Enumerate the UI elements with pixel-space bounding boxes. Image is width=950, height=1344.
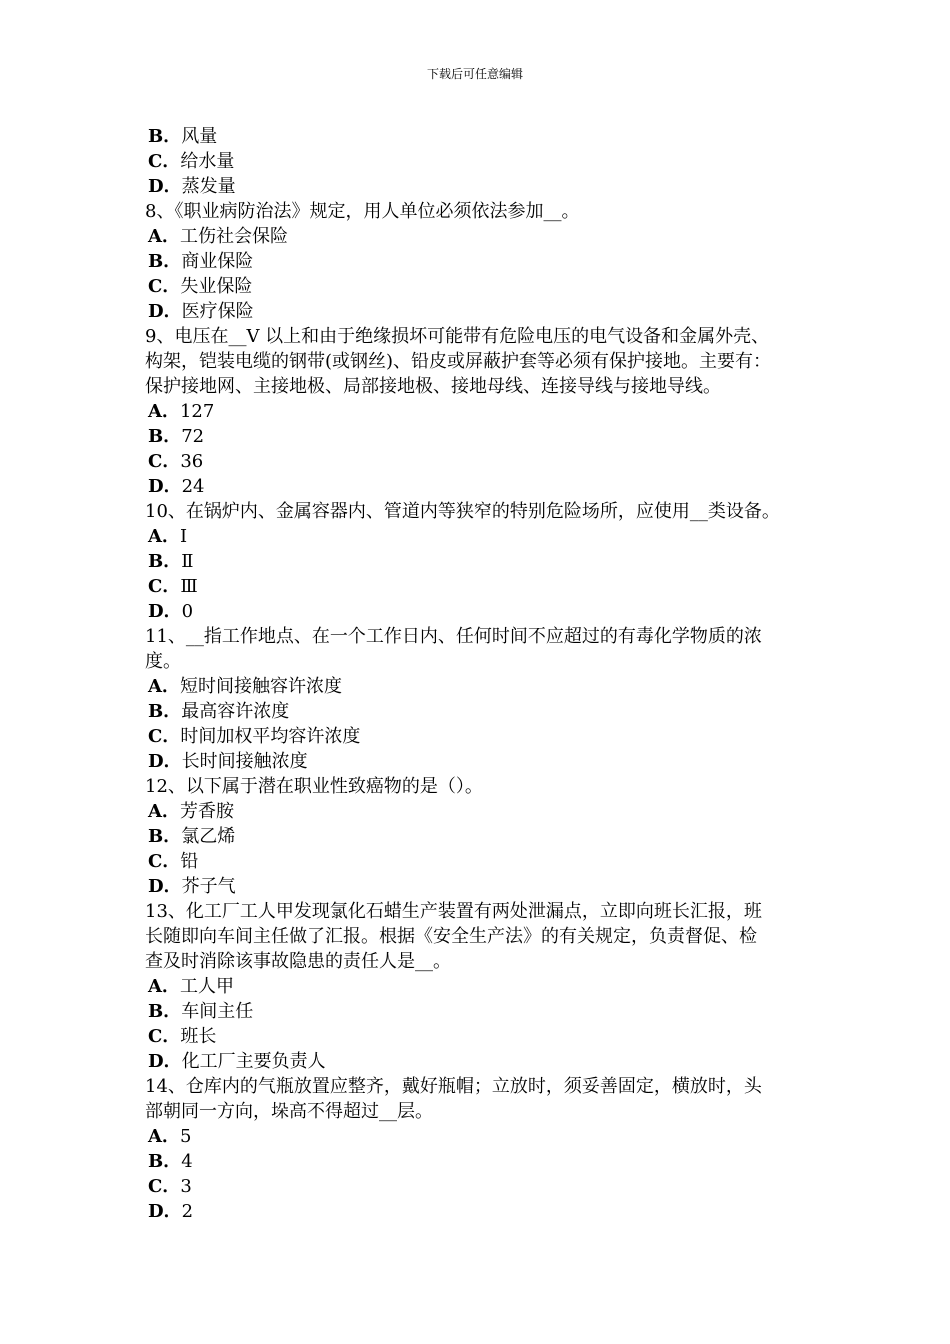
answer-option <box>145 224 825 249</box>
option-label: B． <box>148 551 182 572</box>
option-label: C． <box>148 576 181 597</box>
option-label: A． <box>148 401 180 422</box>
option-text: 商业保险 <box>181 251 254 272</box>
answer-option <box>145 1124 825 1149</box>
option-text: 2 <box>181 1201 194 1222</box>
option-text: 3 <box>180 1176 192 1197</box>
option-label: B． <box>148 826 182 847</box>
option-text: 72 <box>181 426 205 447</box>
question-line: 10、在锅炉内、金属容器内、管道内等狭窄的特别危险场所，应使用__类设备。 <box>145 501 780 522</box>
answer-option <box>145 174 825 199</box>
question-line: 8、《职业病防治法》规定，用人单位必须依法参加__。 <box>145 201 580 222</box>
option-label: C． <box>148 151 181 172</box>
answer-option <box>145 1199 825 1224</box>
question-stem <box>145 899 825 974</box>
option-text: 工人甲 <box>179 976 234 997</box>
question-stem <box>145 199 825 224</box>
answer-option <box>145 674 825 699</box>
answer-option <box>145 1049 825 1074</box>
answer-option <box>145 1024 825 1049</box>
option-label: D． <box>148 176 182 197</box>
option-label: B． <box>148 1151 182 1172</box>
question-line: 保护接地网、主接地极、局部接地极、接地母线、连接导线与接地导线。 <box>145 376 721 397</box>
option-label: A． <box>148 676 180 697</box>
answer-option <box>145 274 825 299</box>
option-text: 0 <box>181 601 194 622</box>
option-label: A． <box>148 976 180 997</box>
option-text: 36 <box>180 451 204 472</box>
question-line: 部朝同一方向，垛高不得超过__层。 <box>145 1101 433 1122</box>
option-text: 4 <box>181 1151 193 1172</box>
option-label: C． <box>148 726 181 747</box>
answer-option <box>145 474 825 499</box>
option-label: A． <box>148 1126 180 1147</box>
option-text: Ⅰ <box>179 526 188 547</box>
option-label: C． <box>148 1176 181 1197</box>
option-text: 长时间接触浓度 <box>181 751 308 772</box>
option-label: B． <box>148 701 182 722</box>
answer-option <box>145 999 825 1024</box>
option-label: C． <box>148 851 181 872</box>
answer-option <box>145 799 825 824</box>
question-line: 13、化工厂工人甲发现氯化石蜡生产装置有两处泄漏点，立即向班长汇报，班 <box>145 901 762 922</box>
option-label: D． <box>148 301 182 322</box>
question-line: 12、以下属于潜在职业性致癌物的是（）。 <box>145 776 483 797</box>
answer-option <box>145 424 825 449</box>
option-text: 给水量 <box>180 151 235 172</box>
option-text: 5 <box>179 1126 192 1147</box>
option-text: Ⅲ <box>180 576 198 597</box>
question-stem <box>145 774 825 799</box>
option-label: A． <box>148 801 180 822</box>
option-text: 氯乙烯 <box>181 826 236 847</box>
option-label: C． <box>148 276 181 297</box>
option-text: 24 <box>181 476 205 497</box>
option-label: B． <box>148 426 182 447</box>
answer-option <box>145 249 825 274</box>
option-label: A． <box>148 226 180 247</box>
option-label: C． <box>148 451 181 472</box>
answer-option <box>145 699 825 724</box>
answer-option <box>145 449 825 474</box>
question-stem <box>145 624 825 674</box>
answer-option <box>145 399 825 424</box>
answer-option <box>145 749 825 774</box>
answer-option <box>145 524 825 549</box>
question-line: 11、__指工作地点、在一个工作日内、任何时间不应超过的有毒化学物质的浓 <box>145 626 762 647</box>
option-text: 风量 <box>181 126 218 147</box>
option-text: 班长 <box>180 1026 217 1047</box>
option-label: B． <box>148 126 182 147</box>
answer-option <box>145 599 825 624</box>
answer-option <box>145 874 825 899</box>
answer-option <box>145 574 825 599</box>
option-text: 短时间接触容许浓度 <box>179 676 342 697</box>
option-text: 时间加权平均容许浓度 <box>180 726 361 747</box>
option-text: 工伤社会保险 <box>179 226 288 247</box>
answer-option <box>145 824 825 849</box>
option-text: 化工厂主要负责人 <box>181 1051 326 1072</box>
question-stem <box>145 499 825 524</box>
option-label: D． <box>148 876 182 897</box>
answer-option <box>145 1149 825 1174</box>
question-line: 构架，铠装电缆的钢带(或钢丝)、铅皮或屏蔽护套等必须有保护接地。主要有： <box>145 351 772 372</box>
option-label: D． <box>148 601 182 622</box>
option-text: 芥子气 <box>181 876 236 897</box>
option-text: 最高容许浓度 <box>181 701 290 722</box>
answer-option <box>145 299 825 324</box>
document-body <box>145 124 825 1224</box>
option-label: D． <box>148 751 182 772</box>
option-text: 芳香胺 <box>179 801 234 822</box>
question-stem <box>145 324 825 399</box>
option-label: D． <box>148 476 182 497</box>
answer-option <box>145 1174 825 1199</box>
question-stem <box>145 1074 825 1124</box>
option-label: B． <box>148 1001 182 1022</box>
answer-option <box>145 974 825 999</box>
answer-option <box>145 724 825 749</box>
option-text: 127 <box>179 401 215 422</box>
option-text: 车间主任 <box>181 1001 254 1022</box>
option-text: Ⅱ <box>181 551 194 572</box>
answer-option <box>145 124 825 149</box>
option-text: 铅 <box>180 851 199 872</box>
option-label: B． <box>148 251 182 272</box>
answer-option <box>145 549 825 574</box>
option-label: A． <box>148 526 180 547</box>
option-label: D． <box>148 1201 182 1222</box>
option-text: 失业保险 <box>180 276 253 297</box>
question-line: 14、仓库内的气瓶放置应整齐，戴好瓶帽；立放时，须妥善固定，横放时，头 <box>145 1076 762 1097</box>
option-text: 医疗保险 <box>181 301 254 322</box>
option-text: 蒸发量 <box>181 176 236 197</box>
option-label: C． <box>148 1026 181 1047</box>
page-header: 下载后可任意编辑 <box>426 67 523 81</box>
question-line: 9、电压在__V 以上和由于绝缘损坏可能带有危险电压的电气设备和金属外壳、 <box>145 326 770 347</box>
question-line: 长随即向车间主任做了汇报。根据《安全生产法》的有关规定，负责督促、检 <box>145 926 757 947</box>
answer-option <box>145 149 825 174</box>
answer-option <box>145 849 825 874</box>
option-label: D． <box>148 1051 182 1072</box>
question-line: 度。 <box>145 651 181 672</box>
question-line: 查及时消除该事故隐患的责任人是__。 <box>145 951 451 972</box>
